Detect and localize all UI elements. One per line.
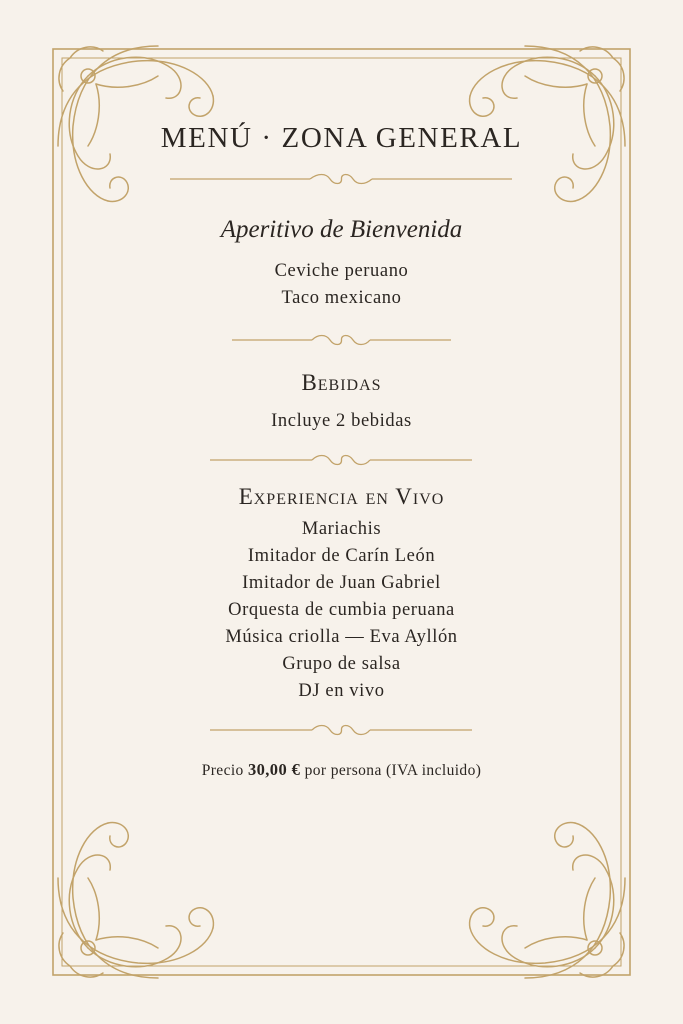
- menu-item: Ceviche peruano: [274, 261, 409, 281]
- menu-item: Orquesta de cumbia peruana: [228, 600, 455, 620]
- menu-item: Imitador de Carín León: [247, 546, 436, 566]
- menu-item: Taco mexicano: [281, 288, 402, 308]
- price-prefix: Precio: [201, 762, 244, 779]
- price-suffix: por persona (IVA incluido): [304, 762, 482, 779]
- scroll-ornament-icon: [0, 171, 683, 187]
- price-amount: 30,00 €: [247, 760, 301, 779]
- flourish-corner-icon-bottom-right: [470, 823, 625, 978]
- section-items-aperitivo: [0, 258, 683, 312]
- scroll-ornament-icon: [0, 722, 683, 738]
- menu-title: MENÚ · ZONA GENERAL: [160, 122, 523, 154]
- scroll-ornament-icon: [0, 332, 683, 348]
- menu-item: Mariachis: [301, 519, 382, 539]
- scroll-ornament-icon: [0, 452, 683, 468]
- price-line: [0, 760, 683, 780]
- section-heading-bebidas: Bebidas: [301, 370, 382, 395]
- section-items-experiencia: [0, 516, 683, 705]
- menu-item: DJ en vivo: [298, 681, 385, 701]
- menu-item: Música criolla — Eva Ayllón: [225, 627, 458, 647]
- menu-item: Incluye 2 bebidas: [271, 411, 412, 431]
- menu-item: Imitador de Juan Gabriel: [242, 573, 441, 593]
- section-items-bebidas: [0, 408, 683, 435]
- flourish-corner-icon-bottom-left: [58, 823, 213, 978]
- section-heading-experiencia: Experiencia en Vivo: [238, 484, 445, 509]
- menu-item: Grupo de salsa: [282, 654, 401, 674]
- section-heading-aperitivo: Aperitivo de Bienvenida: [220, 216, 463, 243]
